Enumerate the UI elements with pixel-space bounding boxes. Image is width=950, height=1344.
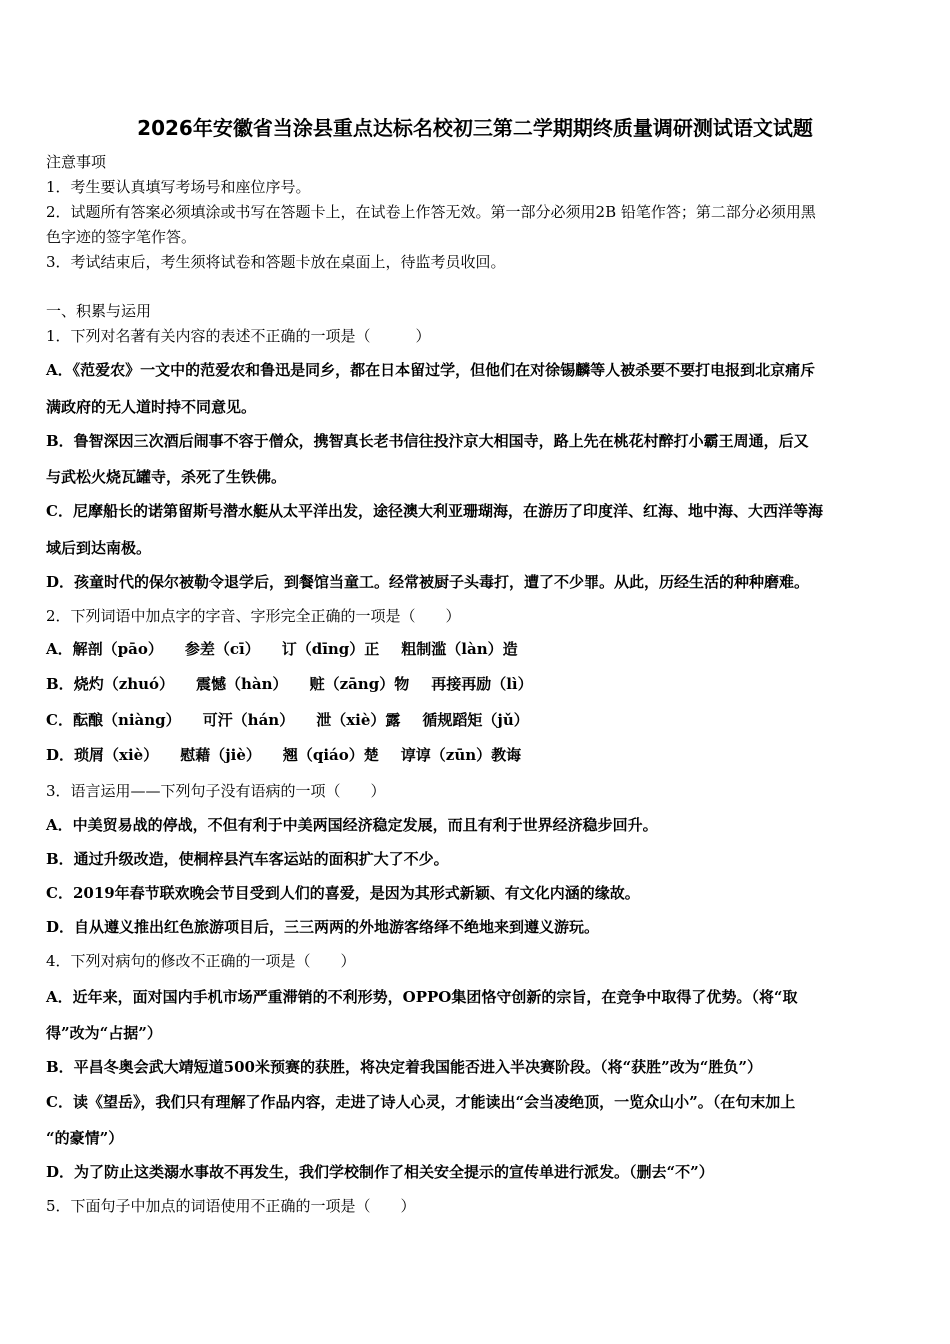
q4-option-d: D．为了防止这类溺水事故不再发生，我们学校制作了相关安全提示的宣传单进行派发。（删去“不”） [46, 1163, 714, 1181]
q4-option-c-cont: “的豪情”） [46, 1129, 124, 1147]
option-label: C． [46, 711, 73, 729]
q1-option-a: A．《范爱农》一文中的范爱农和鲁迅是同乡，都在日本留过学，但他们在对徐锡麟等人被杀要不要打电报到北京痛斥 [46, 361, 816, 379]
q4-option-a-cont: 得”改为“占据”） [46, 1024, 162, 1042]
q2-d-item-3: 翘（qiáo）楚 [282, 746, 379, 764]
q1-stem: 1．下列对名著有关内容的表述不正确的一项是（ ） [46, 327, 431, 345]
section-heading: 一、积累与运用 [46, 302, 152, 320]
q2-stem: 2．下列词语中加点字的字音、字形完全正确的一项是（ ） [46, 607, 461, 625]
q2-a-item-1: 解剖（pāo） [72, 640, 163, 658]
q2-b-item-4: 再接再励（lì） [431, 675, 533, 693]
q2-a-item-2: 参差（cī） [184, 640, 260, 658]
q4-option-b: B．平昌冬奥会武大靖短道500米预赛的获胜，将决定着我国能否进入半决赛阶段。（将“获胜”改为“胜负”） [46, 1058, 763, 1076]
q1-option-a-cont: 满政府的无人道时持不同意见。 [46, 398, 257, 416]
q2-option-b [46, 674, 555, 694]
q3-option-d: D．自从遵义推出红色旅游项目后，三三两两的外地游客络绎不绝地来到遵义游玩。 [46, 918, 600, 936]
q2-c-item-1: 酝酿（niàng） [72, 711, 181, 729]
option-label: A． [46, 640, 73, 658]
q2-b-item-3: 赃（zāng）物 [309, 675, 410, 693]
q2-a-item-3: 订（dīng）正 [281, 640, 380, 658]
notice-item-1: 1．考生要认真填写考场号和座位序号。 [46, 178, 311, 196]
q2-d-item-2: 慰藉（jiè） [180, 746, 261, 764]
q4-option-a: A．近年来，面对国内手机市场严重滞销的不利形势，OPPO集团恪守创新的宗旨，在竞争中取得了优势。（将“取 [46, 988, 798, 1006]
q2-option-a [46, 639, 540, 659]
q2-c-item-2: 可汗（hán） [202, 711, 295, 729]
q2-option-d [46, 745, 543, 765]
q3-option-b: B．通过升级改造，使桐梓县汽车客运站的面积扩大了不少。 [46, 850, 449, 868]
q2-b-item-2: 震憾（hàn） [196, 675, 288, 693]
q2-c-item-3: 泄（xiè）露 [316, 711, 401, 729]
q2-option-c [46, 710, 551, 730]
q5-stem: 5．下面句子中加点的词语使用不正确的一项是（ ） [46, 1197, 416, 1215]
q1-option-c-cont: 域后到达南极。 [46, 539, 152, 557]
q1-option-d: D．孩童时代的保尔被勒令退学后，到餐馆当童工。经常被厨子头毒打，遭了不少罪。从此，历经生活的种种磨难。 [46, 573, 810, 591]
notice-item-2: 2．试题所有答案必须填涂或书写在答题卡上，在试卷上作答无效。第一部分必须用2B 铅笔作答；第二部分必须用黑 [46, 203, 816, 221]
option-label: B． [46, 675, 74, 693]
q4-option-c: C．读《望岳》，我们只有理解了作品内容，走进了诗人心灵，才能读出“会当凌绝顶，一览众山小”。（在句末加上 [46, 1093, 796, 1111]
q2-d-item-1: 琐屑（xiè） [74, 746, 159, 764]
q1-option-c: C．尼摩船长的诺第留斯号潜水艇从太平洋出发，途径澳大利亚珊瑚海，在游历了印度洋、红海、地中海、大西洋等海 [46, 502, 823, 520]
q2-c-item-4: 循规蹈矩（jǔ） [422, 711, 529, 729]
notice-item-2-cont: 色字迹的签字笔作答。 [46, 228, 197, 246]
q2-a-item-4: 粗制滥（làn）造 [401, 640, 518, 658]
q3-stem: 3．语言运用——下列句子没有语病的一项（ ） [46, 782, 386, 800]
q3-option-c: C．2019年春节联欢晚会节目受到人们的喜爱，是因为其形式新颖、有文化内涵的缘故。 [46, 884, 640, 902]
q2-b-item-1: 烧灼（zhuó） [73, 675, 175, 693]
q2-d-item-4: 谆谆（zūn）教诲 [400, 746, 522, 764]
option-label: D． [46, 746, 75, 764]
q4-stem: 4．下列对病句的修改不正确的一项是（ ） [46, 952, 356, 970]
page-title: 2026年安徽省当涂县重点达标名校初三第二学期期终质量调研测试语文试题 [137, 116, 813, 140]
q1-option-b-cont: 与武松火烧瓦罐寺，杀死了生铁佛。 [46, 468, 287, 486]
notice-heading: 注意事项 [46, 153, 107, 171]
notice-item-3: 3．考试结束后，考生须将试卷和答题卡放在桌面上，待监考员收回。 [46, 253, 506, 271]
q3-option-a: A．中美贸易战的停战，不但有利于中美两国经济稳定发展，而且有利于世界经济稳步回升。 [46, 816, 658, 834]
q1-option-b: B．鲁智深因三次酒后闹事不容于僧众，携智真长老书信往投汴京大相国寺，路上先在桃花村醉打小霸王周通，后又 [46, 432, 809, 450]
